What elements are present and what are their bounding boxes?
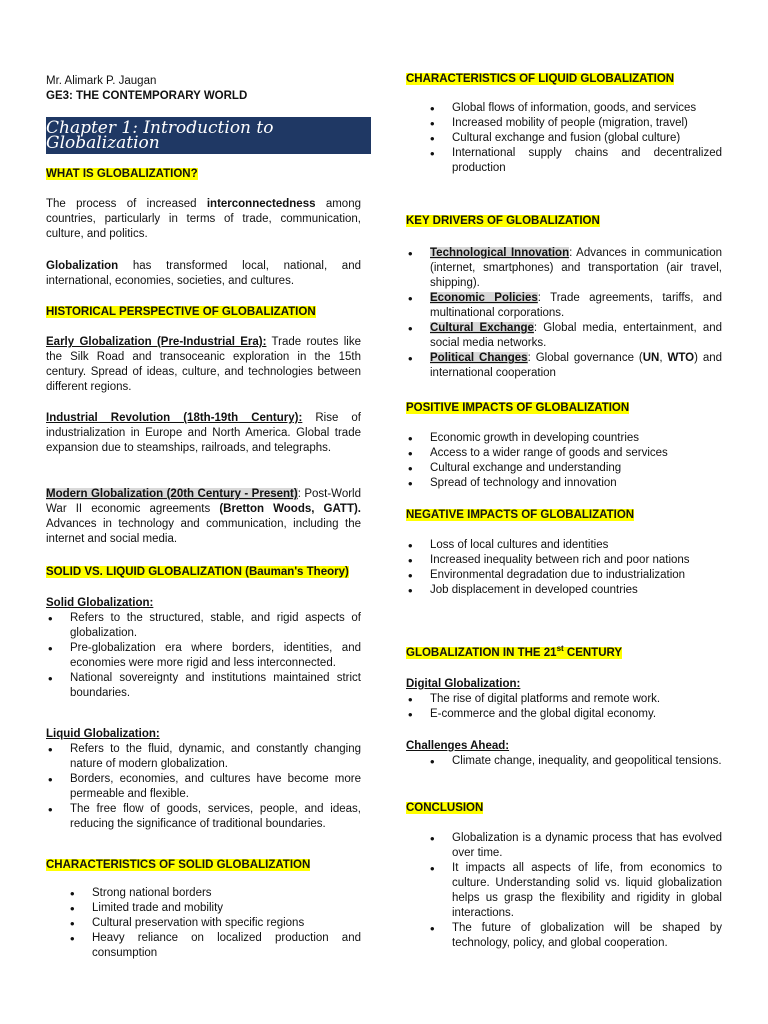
chapter-banner — [46, 117, 371, 154]
digital-label: Digital Globalization: — [406, 678, 521, 690]
author-name: Mr. Alimark P. Jaugan — [46, 75, 157, 87]
list-item: • E-commerce and the global digital economy. — [406, 707, 722, 722]
list-item: • Climate change, inequality, and geopolitical tensions. — [406, 754, 722, 769]
list-item: • Limited trade and mobility — [46, 901, 361, 916]
list-item: • Borders, economies, and cultures have become more permeable and flexible. — [46, 772, 361, 802]
heading-positive: POSITIVE IMPACTS OF GLOBALIZATION — [406, 402, 630, 414]
list-item: • National sovereignty and institutions maintained strict boundaries. — [46, 671, 361, 701]
positive-list — [406, 431, 722, 491]
list-item: • Economic growth in developing countries — [406, 431, 722, 446]
list-item: • Pre-globalization era where borders, identities, and economies were more rigid and less interconnected. — [46, 641, 361, 671]
char-liquid-list — [406, 101, 722, 176]
heading-conclusion: CONCLUSION — [406, 802, 484, 814]
negative-list — [406, 538, 722, 598]
list-item: • Increased inequality between rich and poor nations — [406, 553, 722, 568]
liquid-list — [46, 742, 361, 832]
solid-list — [46, 611, 361, 701]
challenges-label: Challenges Ahead: — [406, 740, 510, 752]
heading-what-is: WHAT IS GLOBALIZATION? — [46, 168, 198, 180]
list-item: • Job displacement in developed countries — [406, 583, 722, 598]
list-item: • It impacts all aspects of life, from economics to culture. Understanding solid vs. liquid globalization helps us grasp the flexibility and rigidity in global interactions. — [406, 861, 722, 921]
list-item: • The free flow of goods, services, people, and ideas, reducing the significance of traditional boundaries. — [46, 802, 361, 832]
digital-list — [406, 692, 722, 722]
heading-char-liquid: CHARACTERISTICS OF LIQUID GLOBALIZATION — [406, 73, 675, 85]
solid-label: Solid Globalization: — [46, 597, 154, 609]
list-item: • Strong national borders — [46, 886, 361, 901]
char-solid-list — [46, 886, 361, 961]
list-item: • Globalization is a dynamic process that has evolved over time. — [406, 831, 722, 861]
heading-solid-vs-liquid: SOLID VS. LIQUID GLOBALIZATION (Bauman's Theory) — [46, 566, 349, 578]
challenges-list — [406, 754, 722, 769]
course-title: GE3: THE CONTEMPORARY WORLD — [46, 90, 248, 102]
list-item: • Cultural Exchange: Global media, entertainment, and social media networks. — [406, 321, 722, 351]
list-item: • Cultural preservation with specific regions — [46, 916, 361, 931]
list-item: • Heavy reliance on localized production and consumption — [46, 931, 361, 961]
chapter-title: Chapter 1: Introduction to Globalization — [46, 117, 274, 153]
conclusion-list — [406, 831, 722, 951]
heading-negative: NEGATIVE IMPACTS OF GLOBALIZATION — [406, 509, 635, 521]
heading-21st-century: GLOBALIZATION IN THE 21st CENTURY — [406, 644, 623, 659]
paragraph-industrial: Industrial Revolution (18th-19th Century): Rise of industrialization in Europe and North America. Global trade expansion due to steamships, railroads, and telegraphs. — [46, 412, 361, 454]
list-item: • Global flows of information, goods, and services — [406, 101, 722, 116]
list-item: • Economic Policies: Trade agreements, tariffs, and multinational corporations. — [406, 291, 722, 321]
list-item: • Increased mobility of people (migration, travel) — [406, 116, 722, 131]
list-item: • Refers to the fluid, dynamic, and constantly changing nature of modern globalization. — [46, 742, 361, 772]
list-item: • Refers to the structured, stable, and rigid aspects of globalization. — [46, 611, 361, 641]
list-item: • Political Changes: Global governance (UN, WTO) and international cooperation — [406, 351, 722, 381]
heading-char-solid: CHARACTERISTICS OF SOLID GLOBALIZATION — [46, 859, 311, 871]
paragraph-early: Early Globalization (Pre-Industrial Era): Trade routes like the Silk Road and transoceanic exploration in the 15th century. Spread of ideas, culture, and technologies between different regions. — [46, 336, 361, 393]
list-item: • Cultural exchange and understanding — [406, 461, 722, 476]
list-item: • Spread of technology and innovation — [406, 476, 722, 491]
liquid-label: Liquid Globalization: — [46, 728, 160, 740]
paragraph-transformed: Globalization has transformed local, national, and international, economies, societies, and cultures. — [46, 260, 361, 287]
list-item: • Technological Innovation: Advances in communication (internet, smartphones) and transportation (air travel, shipping). — [406, 246, 722, 291]
list-item: • The future of globalization will be shaped by technology, policy, and global cooperation. — [406, 921, 722, 951]
paragraph-modern: Modern Globalization (20th Century - Present): Post-World War II economic agreements (Bretton Woods, GATT). Advances in technology and communication, including the internet and social media. — [46, 488, 362, 545]
list-item: • Environmental degradation due to industrialization — [406, 568, 722, 583]
heading-historical: HISTORICAL PERSPECTIVE OF GLOBALIZATION — [46, 306, 316, 318]
heading-key-drivers: KEY DRIVERS OF GLOBALIZATION — [406, 215, 600, 227]
list-item: • Access to a wider range of goods and services — [406, 446, 722, 461]
list-item: • The rise of digital platforms and remote work. — [406, 692, 722, 707]
drivers-list — [406, 246, 722, 381]
list-item: • International supply chains and decentralized production — [406, 146, 722, 176]
list-item: • Loss of local cultures and identities — [406, 538, 722, 553]
list-item: • Cultural exchange and fusion (global culture) — [406, 131, 722, 146]
paragraph-definition: The process of increased interconnectedness among countries, particularly in terms of trade, communication, culture, and politics. — [46, 198, 361, 240]
